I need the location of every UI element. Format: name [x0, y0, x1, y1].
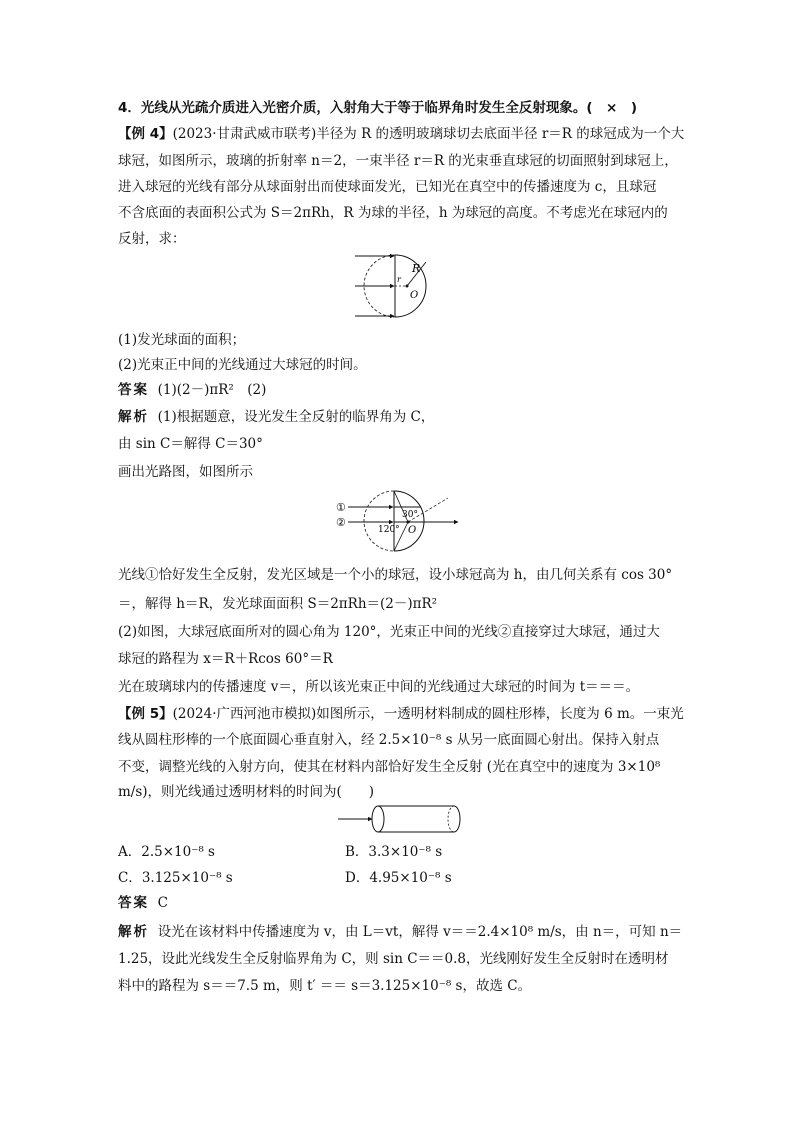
example-4-analysis-7: 球冠的路程为 x＝R＋Rcos 60°＝R: [118, 651, 333, 667]
answer-text-5: C: [157, 895, 168, 911]
example-4-analysis-5: ＝，解得 h＝R，发光球面面积 S＝2πRh＝(2－)πR²: [118, 596, 438, 612]
cylinder-right-end-back: [448, 806, 454, 832]
example-4-analysis-3: 画出光路图，如图所示: [118, 464, 253, 480]
example-4-analysis-4: 光线①恰好发生全反射，发光区域是一个小的球冠，设小球冠高为 h，由几何关系有 cos 30°: [118, 567, 673, 583]
label-ray-2: ②: [336, 516, 346, 529]
label-r: r: [397, 275, 401, 284]
example-4-line-2: 球冠，如图所示，玻璃的折射率 n＝2，一束半径 r＝R 的光束垂直球冠的切面照射到球冠上，: [118, 153, 678, 169]
label-R: R: [412, 262, 421, 275]
example-4-line-5: 反射，求：: [118, 231, 186, 247]
example-5-tag: 【例 5】: [118, 706, 173, 722]
cylinder-right-end-front: [454, 806, 460, 832]
example-4-line-4: 不含底面的表面积公式为 S＝2πRh，R 为球的半径，h 为球冠的高度。不考虑光在球冠内的: [118, 205, 668, 221]
label-30-degree: 30°: [402, 510, 418, 520]
cylinder-left-end: [372, 806, 384, 832]
example-5-line-1: [118, 704, 684, 724]
label-O-2: O: [408, 525, 417, 536]
example-4-analysis-6: (2)如图，大球冠底面所对的圆心角为 120°，光束正中间的光线②直接穿过大球冠，通过大: [118, 624, 660, 640]
option-C: C．3.125×10⁻⁸ s: [118, 870, 233, 886]
example-4-analysis-1: [118, 407, 434, 427]
question-4: 4．光线从光疏介质进入光密介质，入射角大于等于临界角时发生全反射现象。( × ): [118, 100, 638, 116]
example-5-analysis-2: 1.25，设此光线发生全反射临界角为 C，则 sin C＝＝0.8，光线刚好发生全反射时在透明材: [118, 951, 669, 967]
analysis-text-5-1: 设光在该材料中传播速度为 v，由 L＝vt，解得 v＝＝2.4×10⁸ m/s，由 n＝，可知 n＝: [157, 924, 683, 940]
dashed-arc-2: [364, 491, 394, 551]
label-O: O: [410, 290, 419, 301]
label-120-degree: 120°: [378, 525, 400, 535]
example-4-tag: 【例 4】: [118, 126, 173, 142]
example-4-line-1: [118, 124, 684, 144]
center-point-2: [407, 521, 410, 524]
example-4-text-1: (2023·甘肃武威市联考)半径为 R 的透明玻璃球切去底面半径 r＝R 的球冠成为一个大: [172, 126, 685, 142]
analysis-label-5: 解析: [118, 924, 149, 940]
example-4-answer: [118, 380, 266, 400]
example-4-sub-1: (1)发光球面的面积；: [118, 332, 246, 348]
example-5-text-1: (2024·广西河池市模拟)如图所示，一透明材料制成的圆柱形棒，长度为 6 m。一束光: [172, 706, 684, 722]
analysis-text-1: (1)根据题意，设光发生全反射的临界角为 C，: [157, 409, 435, 425]
figure-light-path: [336, 488, 466, 556]
figure-cylinder-rod: [336, 803, 466, 835]
option-B: B．3.3×10⁻⁸ s: [345, 844, 443, 860]
option-D: D．4.95×10⁻⁸ s: [345, 870, 452, 886]
figure-sphere-cap: [350, 250, 450, 322]
example-5-analysis-1: [118, 922, 682, 942]
example-5-analysis-3: 料中的路程为 s＝＝7.5 m，则 t′ ＝＝ s＝3.125×10⁻⁸ s，故选 C。: [118, 978, 532, 994]
label-ray-1: ①: [336, 501, 346, 514]
answer-label: 答案: [118, 382, 149, 398]
example-5-line-2: 线从圆柱形棒的一个底面圆心垂直射入，经 2.5×10⁻⁸ s 从另一底面圆心射出。保持入射点: [118, 732, 660, 748]
answer-text: (1)(2－)πR² (2): [157, 382, 267, 398]
example-4-analysis-8: 光在玻璃球内的传播速度 v＝，所以该光束正中间的光线通过大球冠的时间为 t＝＝＝。: [118, 679, 640, 695]
example-5-answer: [118, 893, 168, 913]
example-4-sub-2: (2)光束正中间的光线通过大球冠的时间。: [118, 357, 367, 373]
example-5-line-3: 不变，调整光线的入射方向，使其在材料内部恰好发生全反射 (光在真空中的速度为 3×10⁸: [118, 759, 661, 775]
example-5-line-4: m/s)，则光线通过透明材料的时间为( ): [118, 784, 375, 800]
example-4-line-3: 进入球冠的光线有部分从球面射出而使球面发光，已知光在真空中的传播速度为 c，且球冠: [118, 179, 657, 195]
example-4-analysis-2: 由 sin C＝解得 C＝30°: [118, 436, 263, 452]
center-point: [406, 285, 409, 288]
analysis-label: 解析: [118, 409, 149, 425]
answer-label-5: 答案: [118, 895, 149, 911]
option-A: A．2.5×10⁻⁸ s: [118, 844, 215, 860]
